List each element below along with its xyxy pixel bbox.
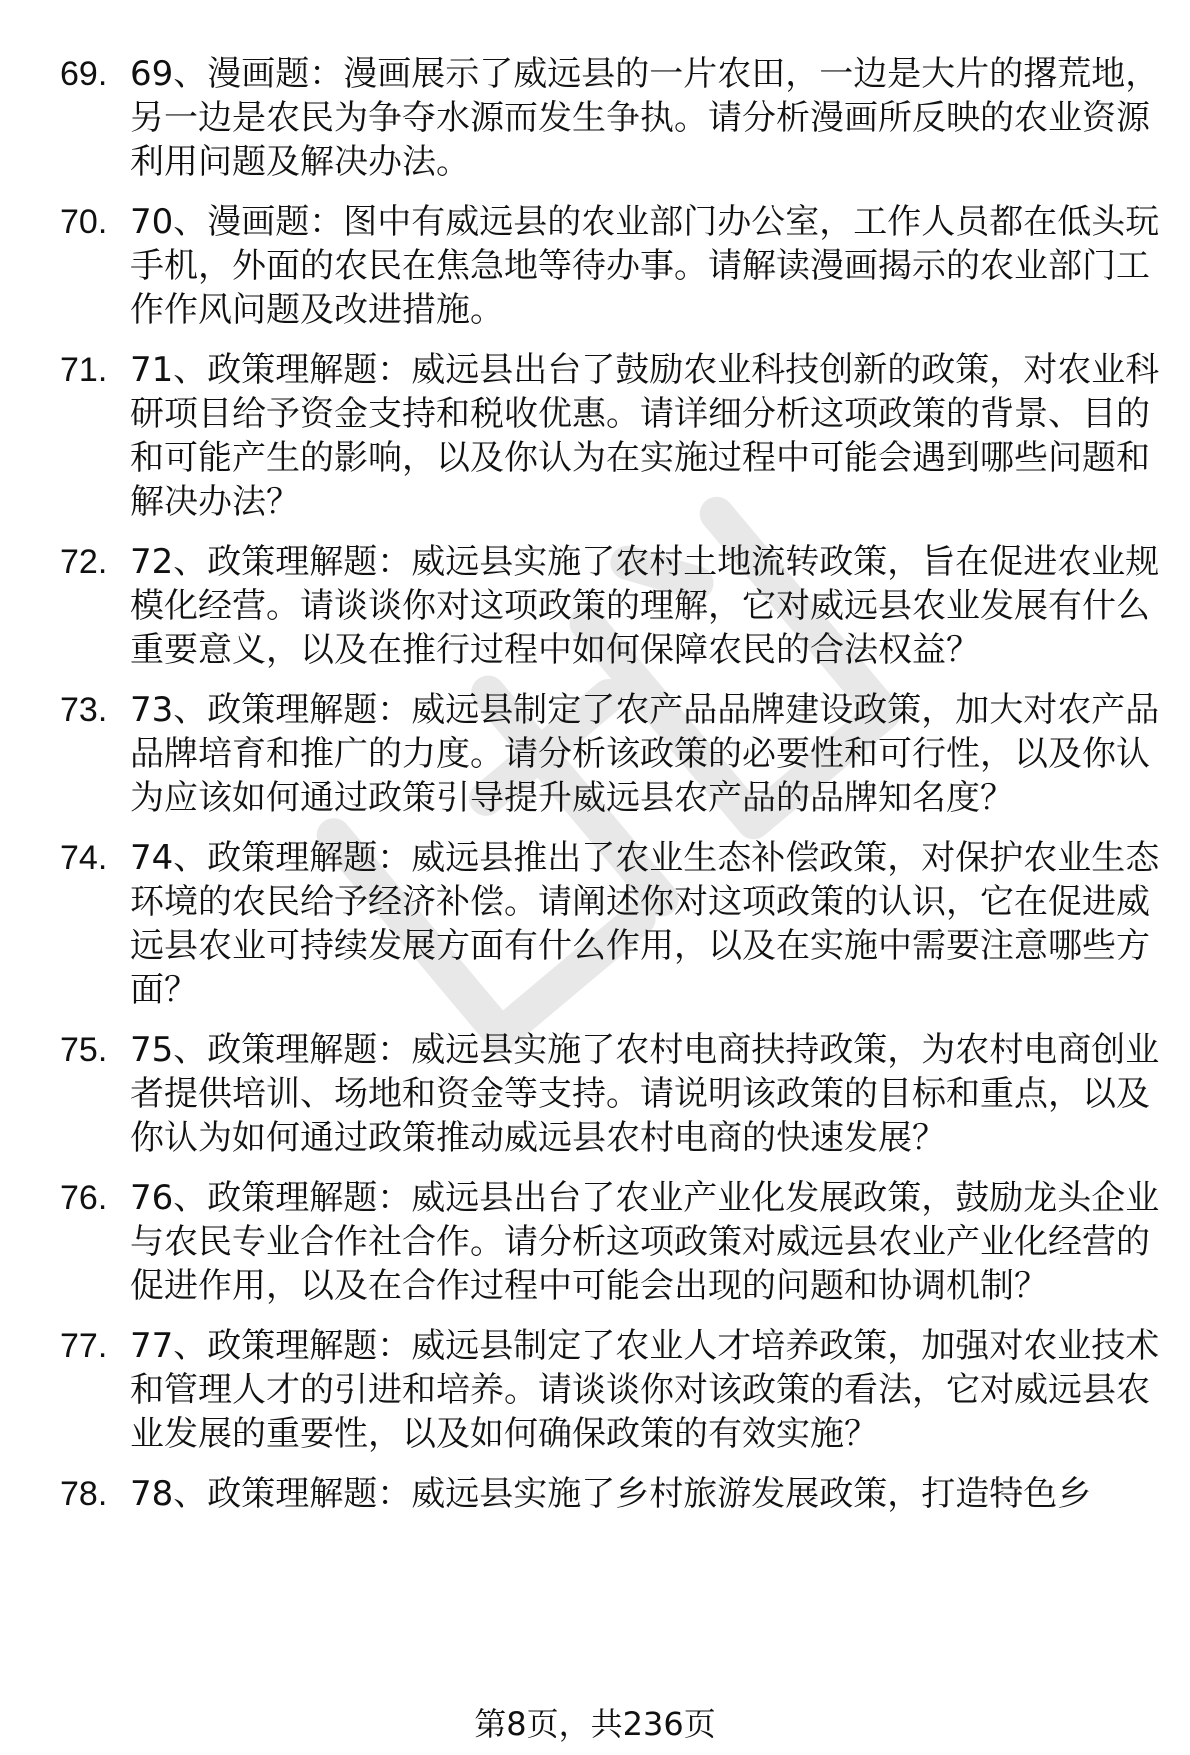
question-text: 75、政策理解题：威远县实施了农村电商扶持政策，为农村电商创业者提供培训、场地和资金等支持。请说明该政策的目标和重点，以及你认为如何通过政策推动威远县农村电商的快速发展？ xyxy=(130,1030,1160,1158)
question-text: 78、政策理解题：威远县实施了乡村旅游发展政策，打造特色乡 xyxy=(130,1474,1092,1514)
question-number: 70. xyxy=(60,203,108,241)
question-item xyxy=(60,1324,1160,1456)
page-number-footer: 第8页，共236页 xyxy=(474,1705,716,1743)
question-item xyxy=(60,688,1160,820)
question-text: 73、政策理解题：威远县制定了农产品品牌建设政策，加大对农产品品牌培育和推广的力度。请分析该政策的必要性和可行性，以及你认为应该如何通过政策引导提升威远县农产品的品牌知名度？ xyxy=(130,690,1160,818)
question-number: 71. xyxy=(60,351,108,389)
question-text: 69、漫画题：漫画展示了威远县的一片农田，一边是大片的撂荒地，另一边是农民为争夺水源而发生争执。请分析漫画所反映的农业资源利用问题及解决办法。 xyxy=(130,54,1160,182)
question-list xyxy=(60,52,1160,1532)
question-item xyxy=(60,200,1160,332)
question-number: 69. xyxy=(60,55,108,93)
question-number: 77. xyxy=(60,1327,108,1365)
question-item xyxy=(60,1176,1160,1308)
question-item xyxy=(60,540,1160,672)
question-number: 74. xyxy=(60,839,108,877)
question-number: 78. xyxy=(60,1475,108,1513)
question-text: 71、政策理解题：威远县出台了鼓励农业科技创新的政策，对农业科研项目给予资金支持和税收优惠。请详细分析这项政策的背景、目的和可能产生的影响，以及你认为在实施过程中可能会遇到哪些问题和解决办法？ xyxy=(130,350,1160,522)
question-item xyxy=(60,836,1160,1012)
question-number: 76. xyxy=(60,1179,108,1217)
question-item xyxy=(60,1472,1160,1516)
question-text: 72、政策理解题：威远县实施了农村土地流转政策，旨在促进农业规模化经营。请谈谈你对这项政策的理解，它对威远县农业发展有什么重要意义，以及在推行过程中如何保障农民的合法权益？ xyxy=(130,542,1160,670)
question-text: 77、政策理解题：威远县制定了农业人才培养政策，加强对农业技术和管理人才的引进和培养。请谈谈你对该政策的看法，它对威远县农业发展的重要性，以及如何确保政策的有效实施？ xyxy=(130,1326,1160,1454)
question-text: 74、政策理解题：威远县推出了农业生态补偿政策，对保护农业生态环境的农民给予经济补偿。请阐述你对这项政策的认识，它在促进威远县农业可持续发展方面有什么作用，以及在实施中需要注意哪些方面？ xyxy=(130,838,1160,1010)
question-item xyxy=(60,1028,1160,1160)
question-text: 76、政策理解题：威远县出台了农业产业化发展政策，鼓励龙头企业与农民专业合作社合作。请分析这项政策对威远县农业产业化经营的促进作用，以及在合作过程中可能会出现的问题和协调机制？ xyxy=(130,1178,1160,1306)
question-number: 75. xyxy=(60,1031,108,1069)
question-number: 73. xyxy=(60,691,108,729)
question-text: 70、漫画题：图中有威远县的农业部门办公室，工作人员都在低头玩手机，外面的农民在焦急地等待办事。请解读漫画揭示的农业部门工作作风问题及改进措施。 xyxy=(130,202,1160,330)
question-number: 72. xyxy=(60,543,108,581)
question-item xyxy=(60,348,1160,524)
question-item xyxy=(60,52,1160,184)
